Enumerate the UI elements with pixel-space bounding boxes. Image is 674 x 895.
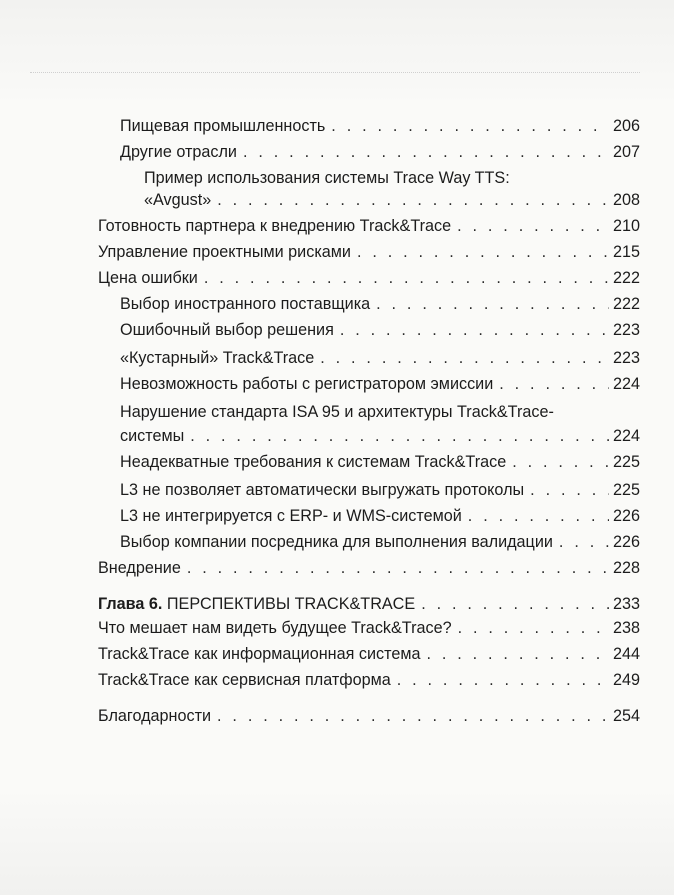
toc-page-number: 222: [612, 269, 640, 287]
toc-entry-title: системы: [120, 427, 185, 445]
toc-entry-title: Ошибочный выбор решения: [120, 321, 334, 339]
toc-entry-title: Готовность партнера к внедрению Track&Trace: [98, 217, 452, 235]
toc-entry: [98, 644, 640, 664]
toc-entry-title: Выбор иностранного поставщика: [120, 295, 371, 313]
toc-leader-dots: [426, 644, 609, 664]
toc-entry-title: L3 не позволяет автоматически выгружать протоколы: [120, 481, 525, 499]
toc-entry: [120, 532, 640, 552]
toc-entry: [120, 348, 640, 368]
toc-leader-dots: [187, 558, 609, 578]
toc-entry: [120, 480, 640, 500]
toc-page-number: 225: [612, 453, 640, 471]
toc-entry: [120, 426, 640, 446]
toc-page-number: 244: [612, 645, 640, 663]
toc-entry-title-line1: Нарушение стандарта ISA 95 и архитектуры Track&Trace-: [120, 403, 554, 421]
toc-page-number: 223: [612, 321, 640, 339]
toc-leader-dots: [320, 348, 609, 368]
toc-entry: [98, 216, 640, 236]
toc-chapter-entry: [98, 594, 640, 614]
toc-leader-dots: [458, 618, 609, 638]
toc-leader-dots: [357, 242, 609, 262]
toc-entry-title: Неадекватные требования к системам Track&Trace: [120, 453, 507, 471]
toc-entry: [120, 294, 640, 314]
toc-entry: [120, 506, 640, 526]
toc-entry-title-line1: Пример использования системы Trace Way TTS:: [144, 169, 510, 187]
toc-entry-title: Цена ошибки: [98, 269, 198, 287]
toc-page-number: 210: [612, 217, 640, 235]
toc-page-number: 215: [612, 243, 640, 261]
toc-leader-dots: [190, 426, 609, 446]
toc-leader-dots: [331, 116, 609, 136]
toc-entry: [120, 142, 640, 162]
toc-leader-dots: [217, 706, 609, 726]
toc-leader-dots: [217, 190, 609, 210]
toc-entry-title: Невозможность работы с регистратором эмиссии: [120, 375, 494, 393]
toc-page-number: 226: [612, 533, 640, 551]
toc-leader-dots: [559, 532, 609, 552]
toc-entry-title: Выбор компании посредника для выполнения валидации: [120, 533, 553, 551]
toc-entry-title: Внедрение: [98, 559, 181, 577]
toc-page-number: 233: [612, 595, 640, 613]
toc-leader-dots: [530, 480, 609, 500]
toc-page-number: 254: [612, 707, 640, 725]
toc-entry-title: L3 не интегрируется с ERP- и WMS-системой: [120, 507, 462, 525]
toc-entry-title: Управление проектными рисками: [98, 243, 351, 261]
toc-page-number: 249: [612, 671, 640, 689]
toc-leader-dots: [468, 506, 609, 526]
toc-leader-dots: [499, 374, 609, 394]
toc-page-number: 223: [612, 349, 640, 367]
toc-leader-dots: [243, 142, 609, 162]
toc-entry: [98, 558, 640, 578]
toc-page-number: 208: [612, 191, 640, 209]
toc-entry-title: Благодарности: [98, 707, 212, 725]
toc-entry: [120, 116, 640, 136]
toc-leader-dots: [397, 670, 609, 690]
toc-page-number: 222: [612, 295, 640, 313]
toc-entry: [98, 670, 640, 690]
toc-page-number: 224: [612, 427, 640, 445]
toc-leader-dots: [376, 294, 609, 314]
chapter-name: ПЕРСПЕКТИВЫ TRACK&TRACE: [166, 595, 416, 613]
toc-page-number: 238: [612, 619, 640, 637]
toc-entry-title: Пищевая промышленность: [120, 117, 326, 135]
toc-page-number: 206: [612, 117, 640, 135]
toc-entry: [120, 320, 640, 340]
toc-entry-title: Что мешает нам видеть будущее Track&Trace?: [98, 619, 452, 637]
toc-leader-dots: [421, 594, 609, 614]
toc-entry: [120, 374, 640, 394]
toc-entry-title: Другие отрасли: [120, 143, 237, 161]
toc-page-number: 224: [612, 375, 640, 393]
toc-entry-title: «Кустарный» Track&Trace: [120, 349, 315, 367]
toc-page-number: 225: [612, 481, 640, 499]
toc-page-number: 226: [612, 507, 640, 525]
toc-entry: [144, 190, 640, 210]
toc-entry: [98, 242, 640, 262]
toc-entry: [120, 452, 640, 472]
toc-page-number: 207: [612, 143, 640, 161]
toc-entry: [98, 706, 640, 726]
toc-leader-dots: [340, 320, 609, 340]
toc-entry-title: «Avgust»: [144, 191, 212, 209]
toc-entry: [98, 618, 640, 638]
toc-page-number: 228: [612, 559, 640, 577]
toc-entry-title: Track&Trace как информационная система: [98, 645, 421, 663]
toc-entry: [98, 268, 640, 288]
toc-leader-dots: [512, 452, 609, 472]
toc-entry-title: Track&Trace как сервисная платформа: [98, 671, 391, 689]
toc-chapter-title: [98, 594, 415, 614]
toc-leader-dots: [457, 216, 609, 236]
chapter-label: Глава 6.: [98, 595, 163, 613]
toc-leader-dots: [204, 268, 609, 288]
